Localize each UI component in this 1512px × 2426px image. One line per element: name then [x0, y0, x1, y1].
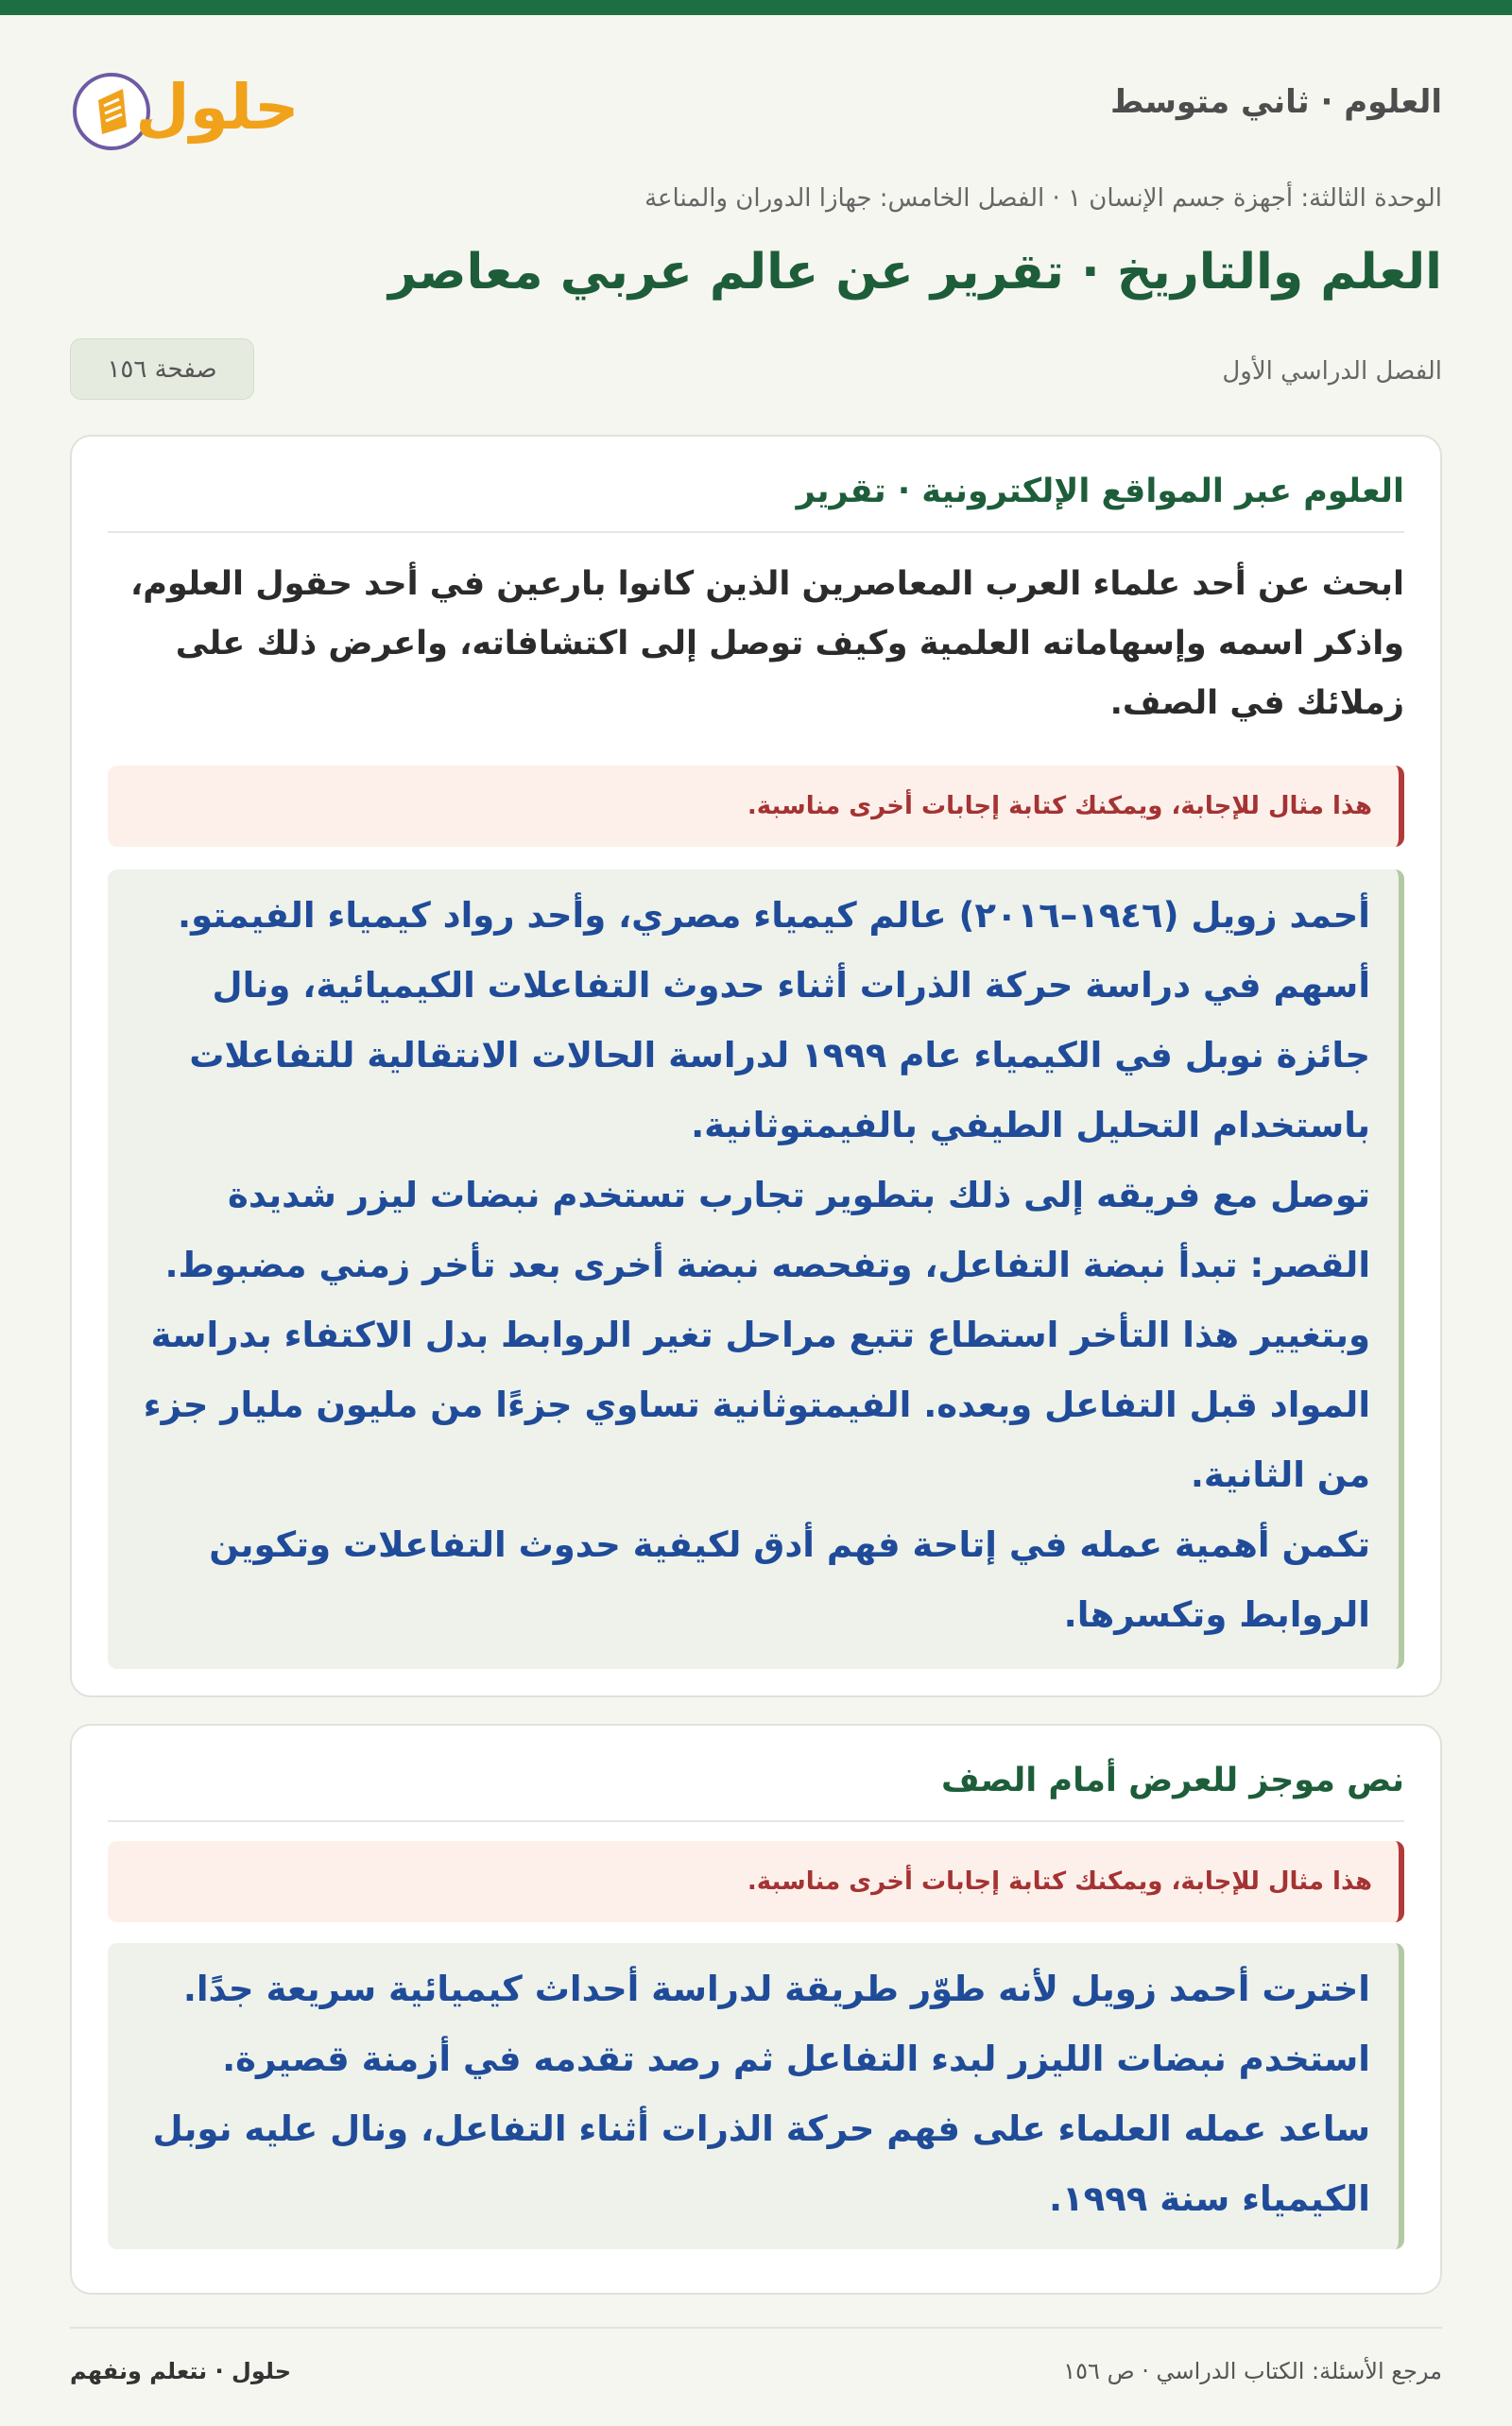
footer-reference: مرجع الأسئلة: الكتاب الدراسي · ص ١٥٦ — [1063, 2358, 1442, 2384]
page-title: العلم والتاريخ · تقرير عن عالم عربي معاصر — [387, 244, 1442, 301]
question-text: ابحث عن أحد علماء العرب المعاصرين الذين كانوا بارعين في أحد حقول العلوم، واذكر اسمه وإسهاماته العلمية وكيف توصل إلى اكتشافاته، واعرض ذلك على زملائك في الصف. — [129, 565, 1404, 722]
top-accent-bar — [0, 0, 1512, 15]
logo-text: حلول — [135, 71, 300, 144]
section-title: العلوم عبر المواقع الإلكترونية · تقرير — [108, 473, 1404, 533]
answer-paragraph: اخترت أحمد زويل لأنه طوّر طريقة لدراسة أحداث كيميائية سريعة جدًا. استخدم نبضات الليزر لبدء التفاعل ثم رصد تقدمه في أزمنة قصيرة. ساعد عمله العلماء على فهم حركة الذرات أثناء التفاعل، ونال عليه نوبل الكيمياء سنة ١٩٩٩. — [152, 1969, 1370, 2219]
page-header — [70, 47, 1442, 161]
semester-label: الفصل الدراسي الأول — [1222, 357, 1442, 386]
answer-box — [108, 869, 1404, 1669]
answer-paragraph: أحمد زويل (١٩٤٦–٢٠١٦) عالم كيمياء مصري، وأحد رواد كيمياء الفيمتو. أسهم في دراسة حركة الذرات أثناء حدوث التفاعلات الكيميائية، ونال جائزة نوبل في الكيمياء عام ١٩٩٩ لدراسة الحالات الانتقالية للتفاعلات باستخدام التحليل الطيفي بالفيمتوثانية. — [178, 895, 1370, 1145]
footer-brand: حلول · نتعلم ونفهم — [70, 2358, 291, 2384]
logo[interactable] — [70, 47, 320, 156]
page-number-badge: صفحة ١٥٦ — [70, 338, 254, 400]
section-title: نص موجز للعرض أمام الصف — [108, 1762, 1404, 1822]
answer-box — [108, 1943, 1404, 2249]
answer-note: هذا مثال للإجابة، ويمكنك كتابة إجابات أخرى مناسبة. — [108, 766, 1404, 847]
answer-paragraph: توصل مع فريقه إلى ذلك بتطوير تجارب تستخدم نبضات ليزر شديدة القصر: تبدأ نبضة التفاعل، وتفحصه نبضة أخرى بعد تأخر زمني مضبوط. وبتغيير هذا التأخر استطاع تتبع مراحل تغير الروابط بدل الاكتفاء بدراسة المواد قبل التفاعل وبعده. الفيمتوثانية تساوي جزءًا من مليون مليار جزء من الثانية. — [143, 1175, 1370, 1495]
footer-divider — [70, 2327, 1442, 2329]
breadcrumb: الوحدة الثالثة: أجهزة جسم الإنسان ١ · الفصل الخامس: جهازا الدوران والمناعة — [644, 184, 1442, 213]
answer-note: هذا مثال للإجابة، ويمكنك كتابة إجابات أخرى مناسبة. — [108, 1841, 1404, 1922]
subject-label: العلوم · ثاني متوسط — [1110, 83, 1442, 121]
answer-paragraph: تكمن أهمية عمله في إتاحة فهم أدق لكيفية حدوث التفاعلات وتكوين الروابط وتكسرها. — [209, 1524, 1370, 1635]
summary-card — [70, 1724, 1442, 2295]
report-card — [70, 435, 1442, 1697]
